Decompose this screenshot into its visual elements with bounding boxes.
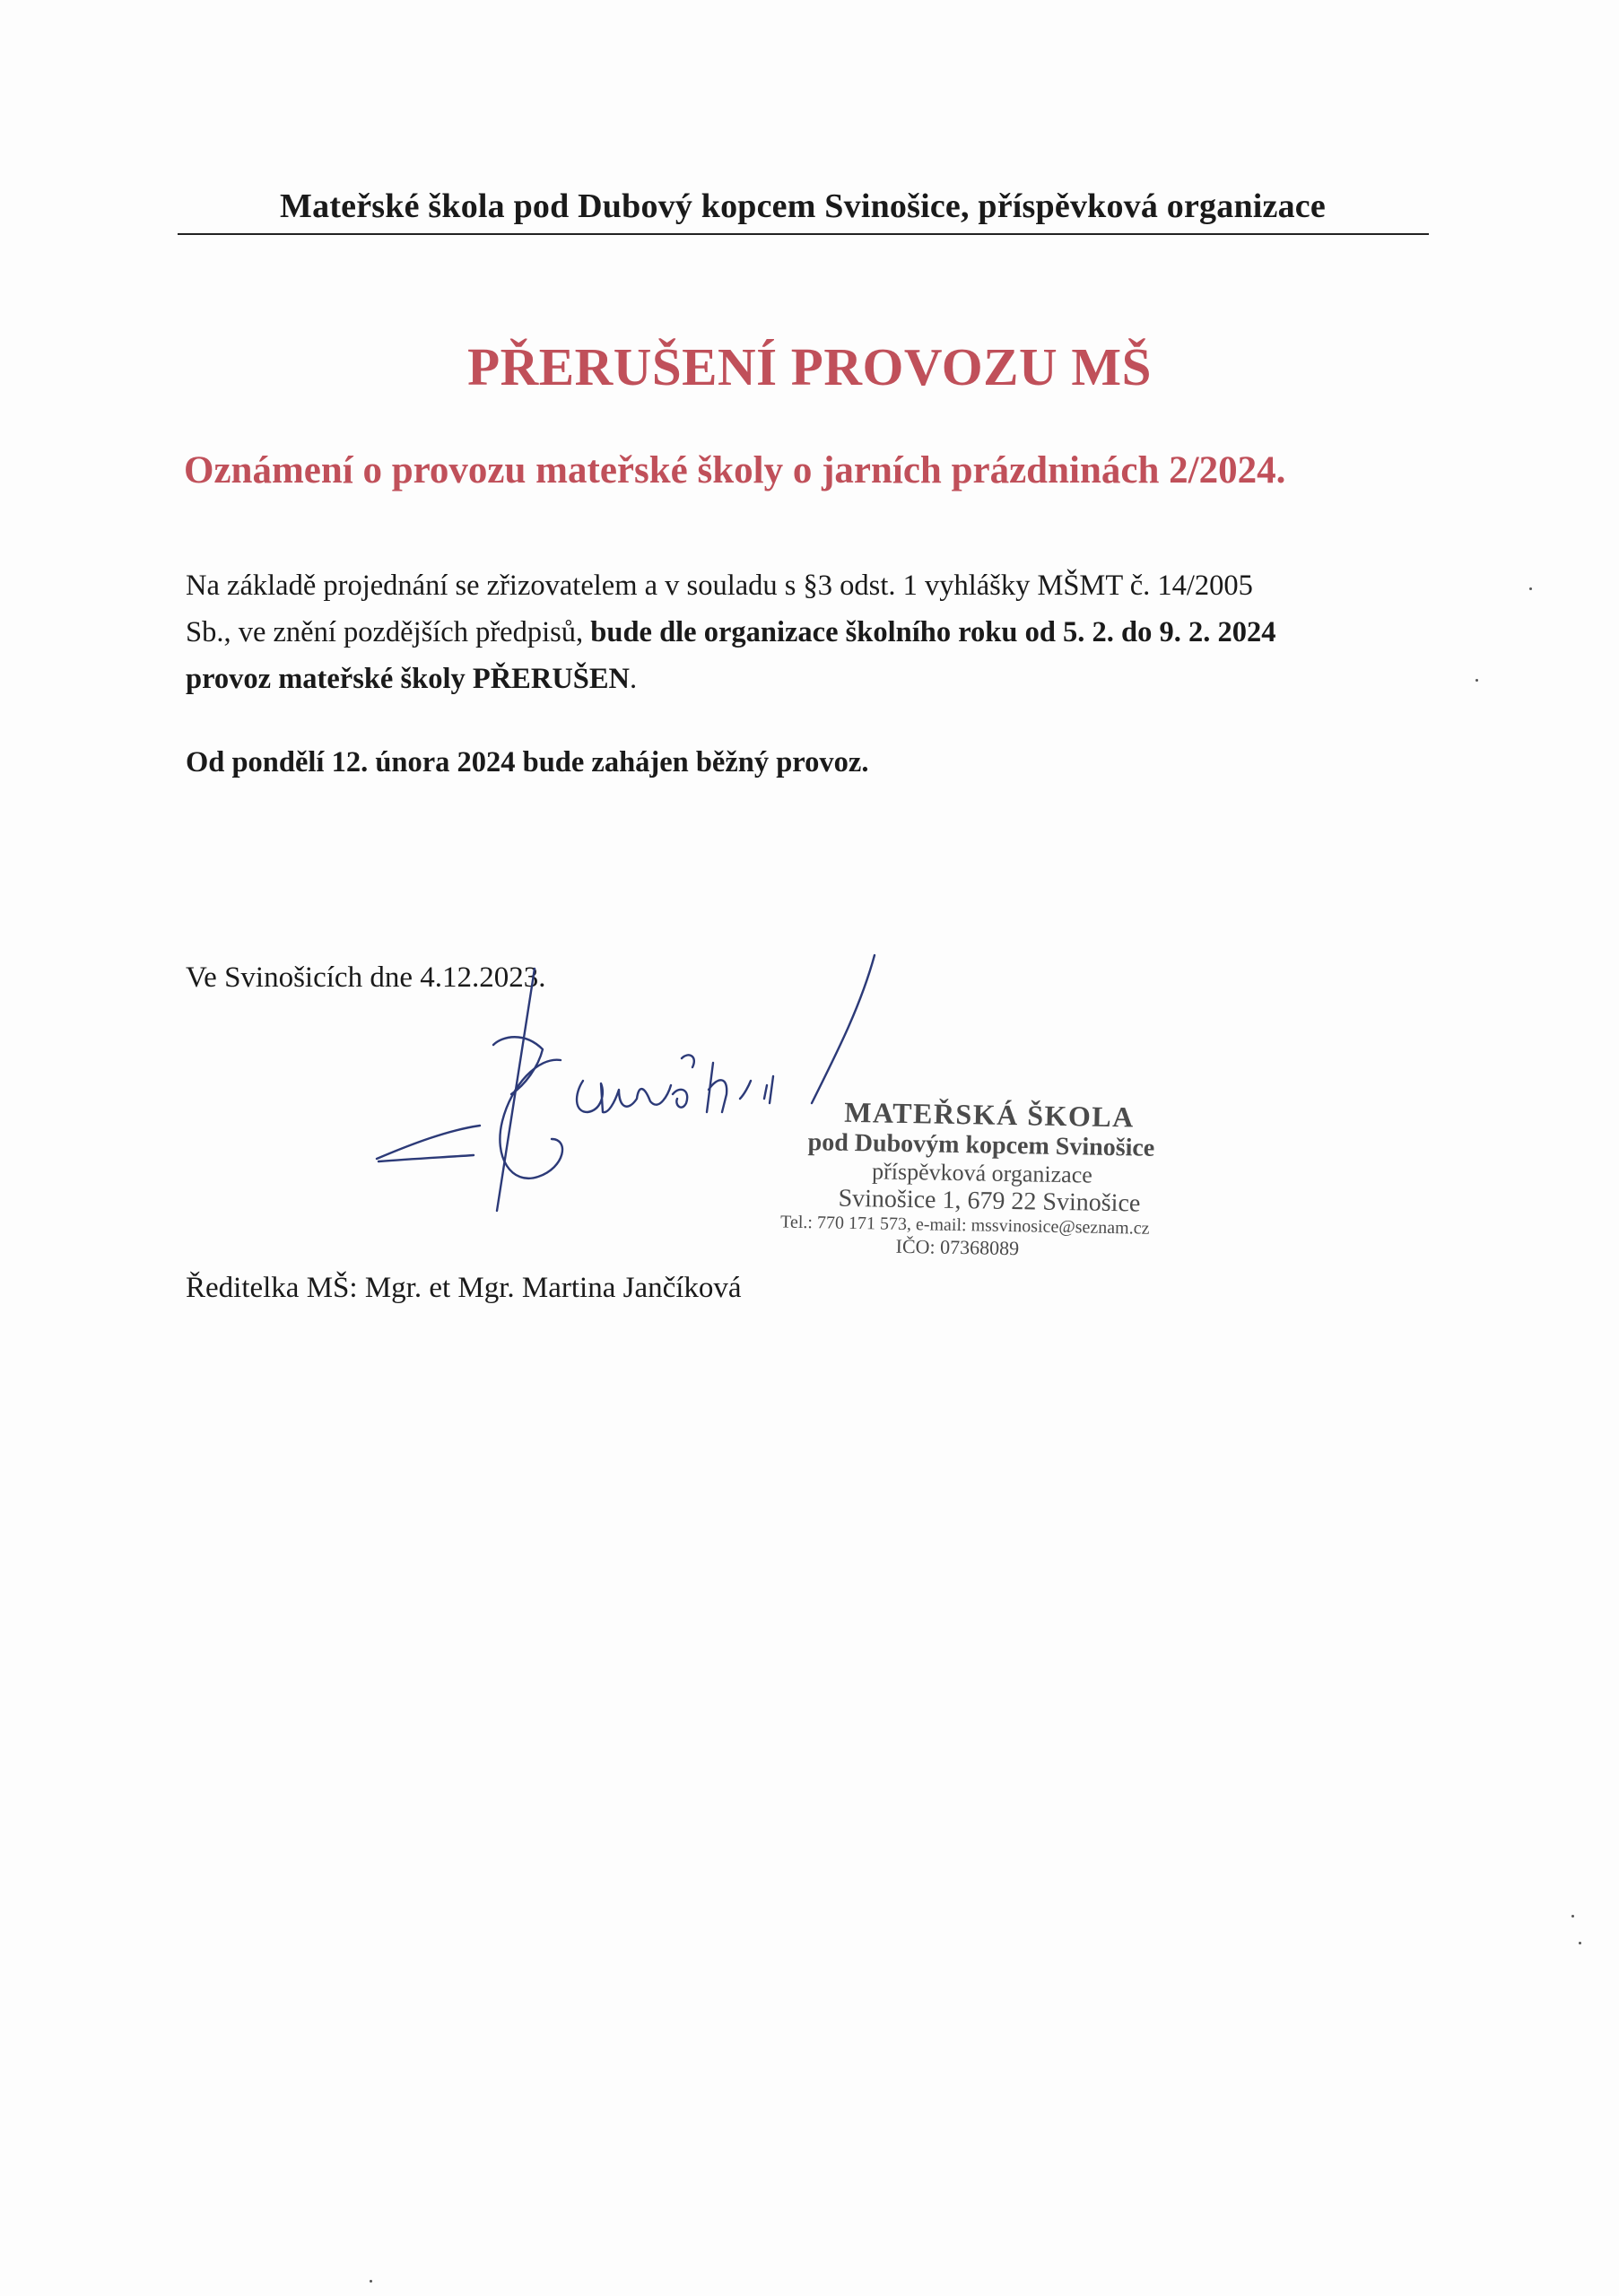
notice-subtitle: Oznámení o provozu mateřské školy o jarních prázdninách 2/2024. <box>184 449 1286 491</box>
closure-line-3-end: . <box>630 663 638 695</box>
director-signature-line: Ředitelka MŠ: Mgr. et Mgr. Martina Jančíková <box>186 1272 742 1304</box>
scan-speck <box>1579 1942 1581 1944</box>
closure-paragraph <box>186 562 1441 702</box>
stamp-line-1: MATEŘSKÁ ŠKOLA <box>843 1095 1136 1134</box>
scan-speck <box>1475 679 1478 682</box>
header-underline <box>178 233 1429 235</box>
place-and-date: Ve Svinošicích dne 4.12.2023. <box>186 961 546 994</box>
resume-paragraph: Od pondělí 12. února 2024 bude zahájen běžný provoz. <box>186 746 869 778</box>
closure-line-2-normal: Sb., ve znění pozdějších předpisů, <box>186 616 591 648</box>
stamp-line-4: Svinošice 1, 679 22 Svinošice <box>838 1184 1141 1218</box>
closure-line-2 <box>186 609 1441 656</box>
closure-line-1: Na základě projednání se zřizovatelem a v souladu s §3 odst. 1 vyhlášky MŠMT č. 14/2005 <box>186 570 1253 602</box>
stamp-line-2: pod Dubovým kopcem Svinošice <box>807 1128 1155 1162</box>
stamp-line-5: Tel.: 770 171 573, e-mail: mssvinosice@seznam.cz <box>779 1212 1150 1239</box>
scan-speck <box>1571 1915 1574 1918</box>
scan-speck <box>1529 587 1532 590</box>
closure-line-2-bold: bude dle organizace školního roku od 5. 2. do 9. 2. 2024 <box>590 616 1276 648</box>
stamp-line-6: IČO: 07368089 <box>895 1234 1020 1260</box>
school-stamp <box>774 1094 1243 1264</box>
closure-line-3 <box>186 656 1441 702</box>
closure-line-3-bold: provoz mateřské školy PŘERUŠEN <box>186 663 631 695</box>
organization-header: Mateřské škola pod Dubový kopcem Svinošice, příspěvková organizace <box>280 187 1326 225</box>
stamp-line-3: příspěvková organizace <box>871 1158 1093 1188</box>
notice-title: PŘERUŠENÍ PROVOZU MŠ <box>467 337 1152 396</box>
scan-speck <box>370 2280 372 2283</box>
